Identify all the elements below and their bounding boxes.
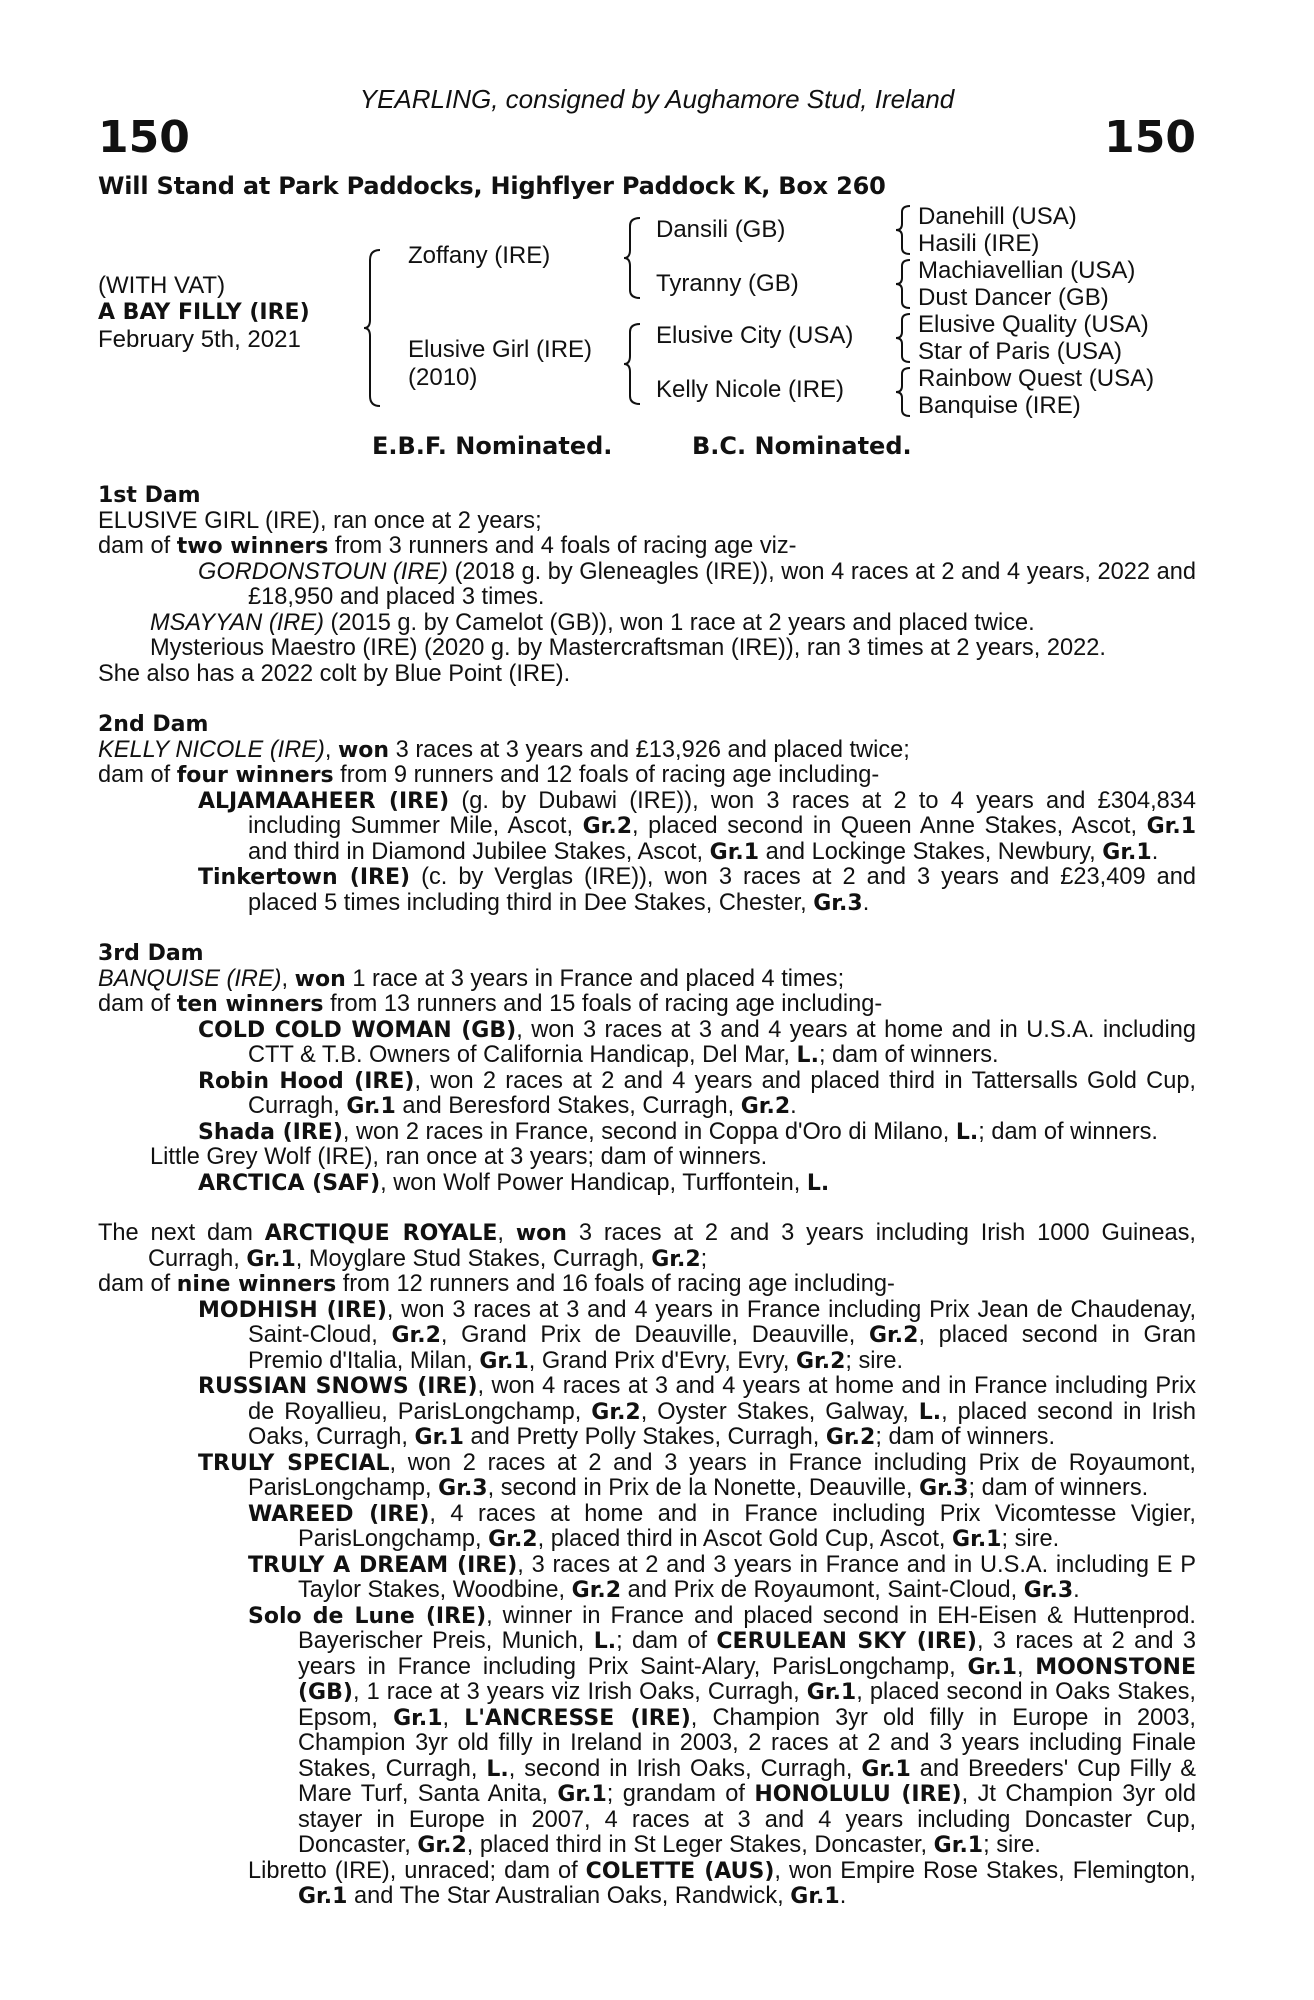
next-dam-produce-russian-snows: RUSSIAN SNOWS (IRE), won 4 races at 3 and 4 years at home and in France including Prix de Royallieu, ParisLongchamp, Gr.2, Oyster Stakes, Galway, L., placed second in Irish Oaks, Curragh, Gr.1 and Pretty Polly Stakes, Curragh, Gr.2; dam of winners.: [198, 1373, 1196, 1450]
third-dam-produce-1: COLD COLD WOMAN (GB), won 3 races at 3 and 4 years at home and in U.S.A. including CTT & T.B. Owners of California Handicap, Del Mar, L.; dam of winners.: [198, 1016, 1196, 1068]
third-dam-line: BANQUISE (IRE), won 1 race at 3 years in France and placed 4 times;: [98, 965, 845, 992]
first-dam-produce-2: MSAYYAN (IRE) (2015 g. by Camelot (GB)), won 1 race at 2 years and placed twice.: [150, 609, 1035, 636]
third-dam-produce-summary: dam of ten winners from 13 runners and 15 foals of racing age including-: [98, 991, 883, 1017]
first-dam-heading: 1st Dam: [98, 483, 201, 508]
second-dam-heading: 2nd Dam: [98, 712, 209, 737]
gg-7: Rainbow Quest (USA): [918, 365, 1155, 392]
gg-brace-2: [896, 258, 914, 310]
gg-3: Machiavellian (USA): [918, 257, 1136, 284]
gg-5: Elusive Quality (USA): [918, 311, 1149, 338]
first-dam-line: ELUSIVE GIRL (IRE), ran once at 2 years;: [98, 507, 542, 534]
gg-8: Banquise (IRE): [918, 392, 1081, 419]
second-dam-produce-summary: dam of four winners from 9 runners and 12 foals of racing age including-: [98, 762, 880, 788]
lot-number-right: 150: [1104, 112, 1196, 163]
first-dam-note: She also has a 2022 colt by Blue Point (IRE).: [98, 660, 571, 687]
catalogue-body: [98, 483, 1196, 1910]
gg-brace-3: [896, 312, 914, 364]
dam: Elusive Girl (IRE): [408, 336, 593, 363]
gg-brace-4: [896, 366, 914, 418]
consignment-note: YEARLING, consigned by Aughamore Stud, Ireland: [359, 84, 955, 114]
pedigree-brace-main: [364, 248, 384, 408]
third-dam-produce-5: ARCTICA (SAF), won Wolf Power Handicap, Turffontein, L.: [198, 1169, 830, 1196]
dam-year: (2010): [408, 364, 478, 391]
first-dam-produce-3: Mysterious Maestro (IRE) (2020 g. by Mastercraftsman (IRE)), ran 3 times at 2 years, 2022.: [150, 635, 1106, 661]
next-dam-produce-truly-special: TRULY SPECIAL, won 2 races at 2 and 3 years in France including Prix de Royaumont, ParisLongchamp, Gr.3, second in Prix de la Nonette, Deauville, Gr.3; dam of winners.: [198, 1449, 1196, 1501]
gg-4: Dust Dancer (GB): [918, 284, 1109, 311]
second-dam-line: KELLY NICOLE (IRE), won 3 races at 3 years and £13,926 and placed twice;: [98, 736, 910, 763]
gg-2: Hasili (IRE): [918, 230, 1040, 257]
second-dam-produce-2: Tinkertown (IRE) (c. by Verglas (IRE)), won 3 races at 2 and 3 years and £23,409 and placed 5 times including third in Dee Stakes, Chester, Gr.3.: [198, 864, 1196, 916]
horse-name: A BAY FILLY (IRE): [98, 300, 310, 325]
sire: Zoffany (IRE): [408, 242, 551, 269]
gg-brace-1: [896, 204, 914, 256]
next-dam-produce-wareed: WAREED (IRE), 4 races at home and in France including Prix Vicomtesse Vigier, ParisLongchamp, Gr.2, placed third in Ascot Gold Cup, Ascot, Gr.1; sire.: [248, 1500, 1196, 1552]
vat-note: (WITH VAT): [98, 272, 226, 299]
next-dam-produce-summary: dam of nine winners from 12 runners and 16 foals of racing age including-: [98, 1271, 895, 1297]
next-dam-produce-solo-de-lune: Solo de Lune (IRE), winner in France and placed second in EH-Eisen & Huttenprod. Bayerischer Preis, Munich, L.; dam of CERULEAN SKY (IRE), 3 races at 2 and 3 years in France including Prix Saint-Alary, ParisLongchamp, Gr.1, MOONSTONE (GB), 1 race at 3 years viz Irish Oaks, Curragh, Gr.1, placed second in Oaks Stakes, Epsom, Gr.1, L'ANCRESSE (IRE), Champion 3yr old filly in Europe in 2003, Champion 3yr old filly in Ireland in 2003, 2 races at 2 and 3 years including Finale Stakes, Curragh, L., second in Irish Oaks, Curragh, Gr.1 and Breeders' Cup Filly & Mare Turf, Santa Anita, Gr.1; grandam of HONOLULU (IRE), Jt Champion 3yr old stayer in Europe in 2007, 4 races at 3 and 4 years including Doncaster Cup, Doncaster, Gr.2, placed third in St Leger Stakes, Doncaster, Gr.1; sire.: [248, 1602, 1196, 1858]
third-dam-produce-2: Robin Hood (IRE), won 2 races at 2 and 4 years and placed third in Tattersalls Gold Cup, Curragh, Gr.1 and Beresford Stakes, Curragh, Gr.2.: [198, 1067, 1196, 1119]
gg-6: Star of Paris (USA): [918, 338, 1123, 365]
lot-number-left: 150: [98, 112, 190, 163]
next-dam-produce-modhish: MODHISH (IRE), won 3 races at 3 and 4 years in France including Prix Jean de Chaudenay, Saint-Cloud, Gr.2, Grand Prix de Deauville, Deauville, Gr.2, placed second in Gran Premio d'Italia, Milan, Gr.1, Grand Prix d'Evry, Evry, Gr.2; sire.: [198, 1296, 1196, 1374]
first-dam-produce-1: GORDONSTOUN (IRE) (2018 g. by Gleneagles (IRE)), won 4 races at 2 and 4 years, 2022 and £18,950 and placed 3 times.: [198, 558, 1196, 610]
gg-1: Danehill (USA): [918, 203, 1077, 230]
next-dam-produce-truly-a-dream: TRULY A DREAM (IRE), 3 races at 2 and 3 years in France and in U.S.A. including E P Taylor Stakes, Woodbine, Gr.2 and Prix de Royaumont, Saint-Cloud, Gr.3.: [248, 1551, 1196, 1603]
next-dam-produce-libretto: Libretto (IRE), unraced; dam of COLETTE (AUS), won Empire Rose Stakes, Flemington, Gr.1 and The Star Australian Oaks, Randwick, Gr.1.: [248, 1857, 1196, 1909]
third-dam-produce-4: Little Grey Wolf (IRE), ran once at 3 years; dam of winners.: [150, 1144, 768, 1170]
second-dam-produce-1: ALJAMAAHEER (IRE) (g. by Dubawi (IRE)), won 3 races at 2 to 4 years and £304,834 including Summer Mile, Ascot, Gr.2, placed second in Queen Anne Stakes, Ascot, Gr.1 and third in Diamond Jubilee Stakes, Ascot, Gr.1 and Lockinge Stakes, Newbury, Gr.1.: [198, 787, 1196, 865]
dam-sire: Elusive City (USA): [656, 322, 854, 349]
sire-brace: [624, 216, 644, 300]
bc-nomination: B.C. Nominated.: [692, 432, 912, 460]
ebf-nomination: E.B.F. Nominated.: [372, 432, 613, 460]
stand-location: Will Stand at Park Paddocks, Highflyer Paddock K, Box 260: [98, 172, 886, 200]
dam-dam: Kelly Nicole (IRE): [656, 376, 845, 403]
next-dam-line: The next dam ARCTIQUE ROYALE, won 3 races at 2 and 3 years including Irish 1000 Guineas, Curragh, Gr.1, Moyglare Stud Stakes, Curragh, Gr.2;: [98, 1220, 1196, 1272]
sire-sire: Dansili (GB): [656, 216, 786, 243]
foaling-date: February 5th, 2021: [98, 326, 301, 353]
third-dam-produce-3: Shada (IRE), won 2 races in France, second in Coppa d'Oro di Milano, L.; dam of winners.: [198, 1118, 1158, 1145]
third-dam-heading: 3rd Dam: [98, 941, 204, 966]
sire-dam: Tyranny (GB): [656, 270, 799, 297]
first-dam-produce-summary: dam of two winners from 3 runners and 4 foals of racing age viz-: [98, 533, 797, 559]
dam-brace: [624, 322, 644, 406]
